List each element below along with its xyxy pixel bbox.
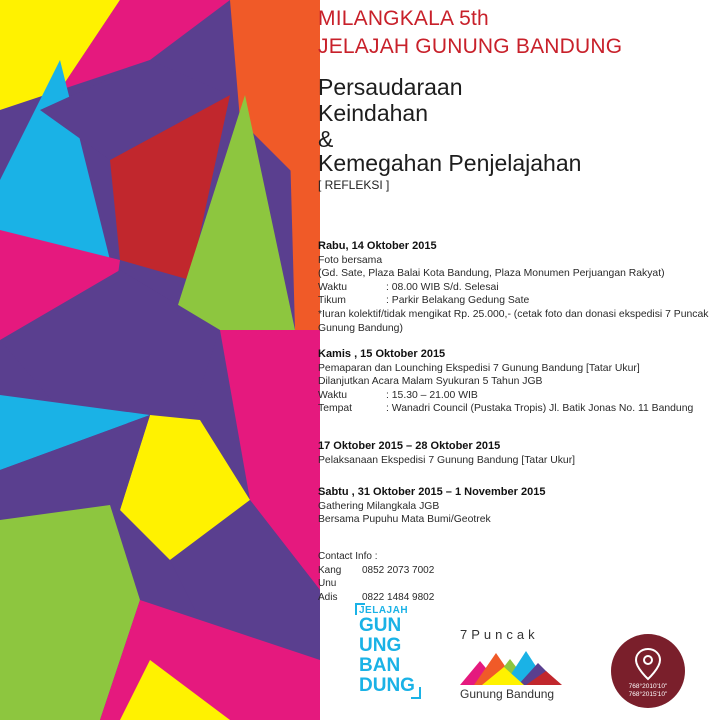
schedule-note: *Iuran kolektif/tidak mengikat Rp. 25.000,- (cetak foto dan donasi ekspedisi 7 Puncak Gunung Bandung) [318, 308, 709, 334]
schedule-line: Bersama Pupuhu Mata Bumi/Geotrek [318, 514, 491, 526]
jgb-logo-text: UNG [359, 635, 402, 656]
contact-name: Adis [318, 591, 338, 603]
coordinate-text [610, 683, 686, 699]
puncak-logo-title: 7Puncak [460, 627, 539, 642]
detail-value: : 15.30 – 21.00 WIB [386, 389, 478, 401]
jgb-logo-text: DUNG [359, 675, 415, 696]
contact-name: Kang Unu [318, 564, 342, 589]
coordinate-line: 768°2015'10" [628, 691, 668, 698]
art-orange-right [290, 140, 320, 330]
contact-row [318, 591, 434, 605]
schedule-detail-row [318, 281, 710, 295]
coordinate-badge [610, 633, 686, 709]
refleksi-tag: [ REFLEKSI ] [318, 178, 390, 192]
puncak-logo-subtitle: Gunung Bandung [460, 687, 555, 701]
subtitle-line4: Kemegahan Penjelajahan [318, 150, 582, 176]
contact-phone[interactable]: 0822 1484 9802 [362, 591, 435, 603]
jgb-logo-text: JELAJAH [359, 605, 409, 616]
detail-label: Waktu [318, 281, 348, 293]
detail-label: Tikum [318, 295, 346, 307]
schedule-detail-row [318, 402, 710, 416]
detail-label: Tempat [318, 403, 353, 415]
contact-label: Contact Info : [318, 551, 378, 562]
schedule-date: 17 Oktober 2015 – 28 Oktober 2015 [318, 440, 501, 452]
schedule-line: Dilanjutkan Acara Malam Syukuran 5 Tahun JGB [318, 376, 543, 388]
geometric-artwork [0, 0, 320, 720]
event-title-line1: MILANGKALA 5th [318, 7, 489, 30]
schedule-line: Gathering Milangkala JGB [318, 500, 440, 512]
schedule-item-1 [318, 240, 710, 335]
detail-value: : Wanadri Council (Pustaka Tropis) Jl. Batik Jonas No. 11 Bandung [386, 403, 694, 415]
schedule-line: Pemaparan dan Lounching Ekspedisi 7 Gunung Bandung [Tatar Ukur] [318, 362, 640, 374]
detail-value: : Parkir Belakang Gedung Sate [386, 295, 530, 307]
contact-info [318, 550, 434, 604]
schedule-date: Sabtu , 31 Oktober 2015 – 1 November 2015 [318, 486, 546, 498]
detail-label: Waktu [318, 389, 348, 401]
jgb-logo [355, 603, 421, 699]
subtitle-line2: Keindahan [318, 100, 428, 126]
jgb-logo-text: GUN [359, 615, 402, 636]
mountain-icon [456, 645, 566, 687]
schedule-item-3 [318, 440, 710, 467]
contact-phone[interactable]: 0852 2073 7002 [362, 564, 435, 576]
jgb-logo-text: BAN [359, 655, 401, 676]
schedule-item-2 [318, 348, 710, 416]
schedule-line: Pelaksanaan Ekspedisi 7 Gunung Bandung [Tatar Ukur] [318, 454, 576, 466]
coordinate-line: 768°2010'10" [628, 683, 668, 690]
subtitle-line3: & [318, 126, 334, 152]
detail-value: : 08.00 WIB S/d. Selesai [386, 281, 499, 293]
contact-row [318, 564, 434, 591]
schedule-date: Kamis , 15 Oktober 2015 [318, 348, 446, 360]
event-title-line2: JELAJAH GUNUNG BANDUNG [318, 35, 623, 58]
seven-puncak-logo [456, 627, 566, 705]
subtitle-line1: Persaudaraan [318, 74, 463, 100]
schedule-location: (Gd. Sate, Plaza Balai Kota Bandung, Plaza Monumen Perjuangan Rakyat) [318, 268, 665, 280]
schedule-item-4 [318, 486, 710, 527]
schedule-detail-row [318, 294, 710, 308]
schedule-date: Rabu, 14 Oktober 2015 [318, 240, 437, 252]
schedule-activity: Foto bersama [318, 254, 383, 266]
schedule-detail-row [318, 389, 710, 403]
